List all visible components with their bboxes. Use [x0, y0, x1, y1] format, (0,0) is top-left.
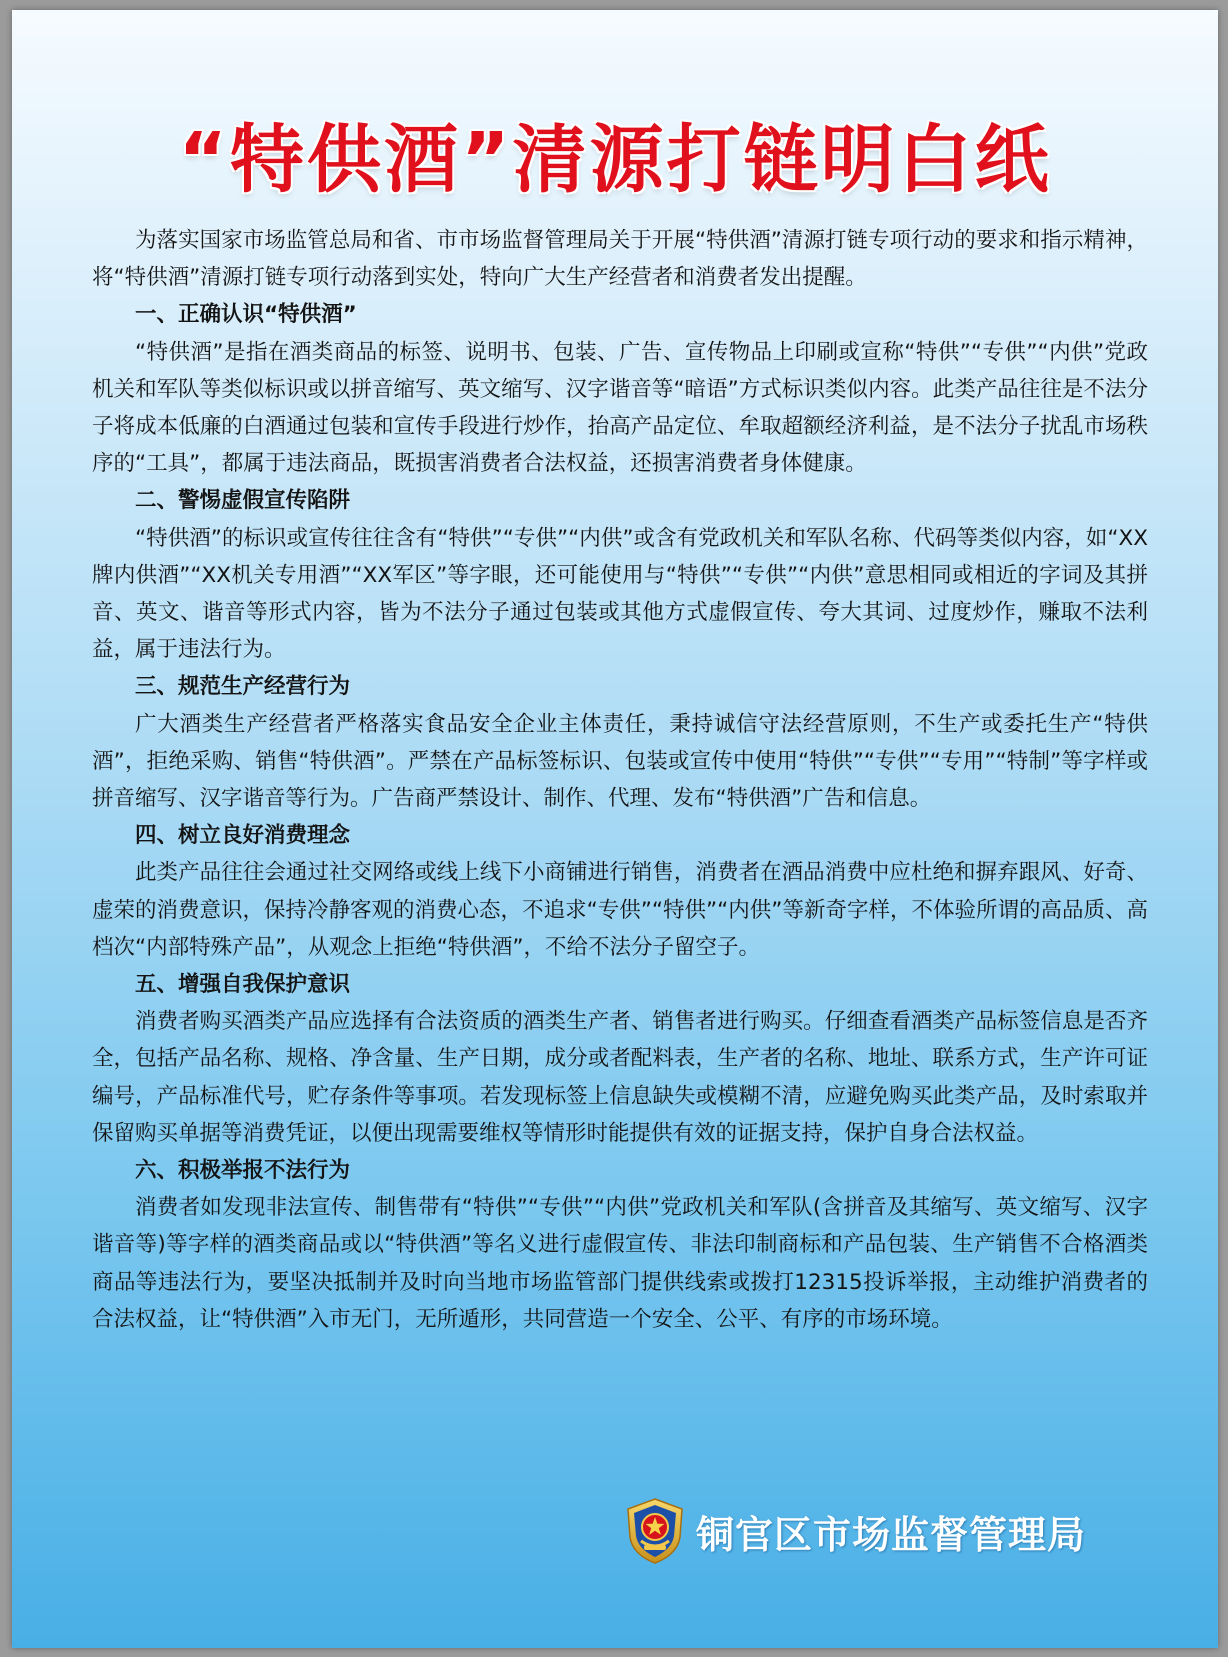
- section-body-3: 广大酒类生产经营者严格落实食品安全企业主体责任，秉持诚信守法经营原则，不生产或委托生产“特供酒”，拒绝采购、销售“特供酒”。严禁在产品标签标识、包装或宣传中使用“特供”“专供”“专用”“特制”等字样或拼音缩写、汉字谐音等行为。广告商严禁设计、制作、代理、发布“特供酒”广告和信息。: [92, 711, 1148, 812]
- section-body-5: 消费者购买酒类产品应选择有合法资质的酒类生产者、销售者进行购买。仔细查看酒类产品标签信息是否齐全，包括产品名称、规格、净含量、生产日期，成分或者配料表，生产者的名称、地址、联系方式，生产许可证编号，产品标准代号，贮存条件等事项。若发现标签上信息缺失或模糊不清，应避免购买此类产品，及时索取并保留购买单据等消费凭证，以便出现需要维权等情形时能提供有效的证据支持，保护自身合法权益。: [92, 1009, 1148, 1146]
- issuer-footer: [624, 1496, 1086, 1566]
- intro-paragraph: 为落实国家市场监管总局和省、市市场监督管理局关于开展“特供酒”清源打链专项行动的要求和指示精神，将“特供酒”清源打链专项行动落到实处，特向广大生产经营者和消费者发出提醒。: [92, 228, 1148, 291]
- section-heading-5: 五、增强自我保护意识: [135, 972, 351, 998]
- section-body-4: 此类产品往往会通过社交网络或线上线下小商铺进行销售，消费者在酒品消费中应杜绝和摒弃跟风、好奇、虚荣的消费意识，保持冷静客观的消费心态，不追求“专供”“特供”“内供”等新奇字样，不体验所谓的高品质、高档次“内部特殊产品”，从观念上拒绝“特供酒”，不给不法分子留空子。: [92, 860, 1148, 960]
- organization-name: 铜官区市场监督管理局: [696, 1512, 1087, 1557]
- section-heading-6: 六、积极举报不法行为: [135, 1158, 351, 1184]
- section-body-1: “特供酒”是指在酒类商品的标签、说明书、包装、广告、宣传物品上印刷或宣称“特供”“专供”“内供”党政机关和军队等类似标识或以拼音缩写、英文缩写、汉字谐音等“暗语”方式标识类似内容。此类产品往往是不法分子将成本低廉的白酒通过包装和宣传手段进行炒作，抬高产品定位、牟取超额经济利益，是不法分子扰乱市场秩序的“工具”，都属于违法商品，既损害消费者合法权益，还损害消费者身体健康。: [92, 339, 1148, 477]
- section-body-2: “特供酒”的标识或宣传往往含有“特供”“专供”“内供”或含有党政机关和军队名称、代码等类似内容，如“XX牌内供酒”“XX机关专用酒”“XX军区”等字眼，还可能使用与“特供”“专供”“内供”意思相同或相近的字词及其拼音、英文、谐音等形式内容，皆为不法分子通过包装或其他方式虚假宣传、夸大其词、过度炒作，赚取不法利益，属于违法行为。: [92, 525, 1148, 663]
- document-body: [92, 222, 1148, 1338]
- section-heading-4: 四、树立良好消费理念: [135, 823, 351, 849]
- section-body-6: 消费者如发现非法宣传、制售带有“特供”“专供”“内供”党政机关和军队(含拼音及其缩写、英文缩写、汉字谐音等)等字样的酒类商品或以“特供酒”等名义进行虚假宣传、非法印制商标和产品包装、生产销售不合格酒类商品等违法行为，要坚决抵制并及时向当地市场监管部门提供线索或拨打12315投诉举报，主动维护消费者的合法权益，让“特供酒”入市无门，无所遁形，共同营造一个安全、公平、有序的市场环境。: [92, 1195, 1148, 1332]
- section-heading-2: 二、警惕虚假宣传陷阱: [135, 488, 351, 514]
- poster: [12, 10, 1218, 1648]
- page-title: “特供酒”清源打链明白纸: [178, 117, 1052, 203]
- market-supervision-emblem-icon: [624, 1497, 686, 1565]
- section-heading-1: 一、正确认识“特供酒”: [135, 302, 357, 328]
- section-heading-3: 三、规范生产经营行为: [135, 674, 351, 700]
